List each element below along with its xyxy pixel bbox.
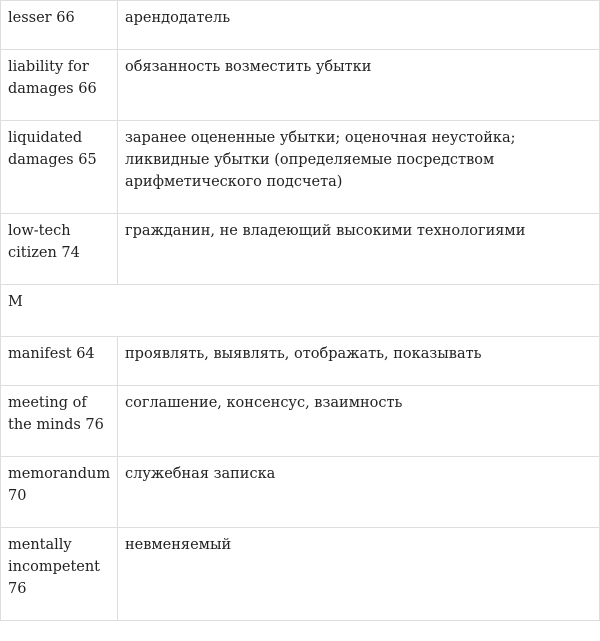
term-cell: memorandum 70 [1, 457, 118, 528]
table-row [1, 337, 600, 386]
term-cell: liquidated damages 65 [1, 121, 118, 214]
table-row [1, 528, 600, 621]
table-row [1, 121, 600, 214]
term-cell: liability for damages 66 [1, 50, 118, 121]
definition-cell: арендодатель [118, 1, 600, 50]
table-row [1, 214, 600, 285]
definition-cell: служебная записка [118, 457, 600, 528]
table-row [1, 50, 600, 121]
term-cell: manifest 64 [1, 337, 118, 386]
definition-cell: заранее оцененные убытки; оценочная неустойка; ликвидные убытки (определяемые посредством арифметического подсчета) [118, 121, 600, 214]
term-cell: mentally incompetent 76 [1, 528, 118, 621]
section-letter: M [1, 285, 600, 337]
definition-cell: невменяемый [118, 528, 600, 621]
definition-cell: проявлять, выявлять, отображать, показывать [118, 337, 600, 386]
term-cell: meeting of the minds 76 [1, 386, 118, 457]
term-cell: low-tech citizen 74 [1, 214, 118, 285]
term-cell: lesser 66 [1, 1, 118, 50]
section-letter-row [1, 285, 600, 337]
table-row [1, 457, 600, 528]
definition-cell: соглашение, консенсус, взаимность [118, 386, 600, 457]
definition-cell: обязанность возместить убытки [118, 50, 600, 121]
definition-cell: гражданин, не владеющий высокими технологиями [118, 214, 600, 285]
table-row [1, 1, 600, 50]
table-row [1, 386, 600, 457]
